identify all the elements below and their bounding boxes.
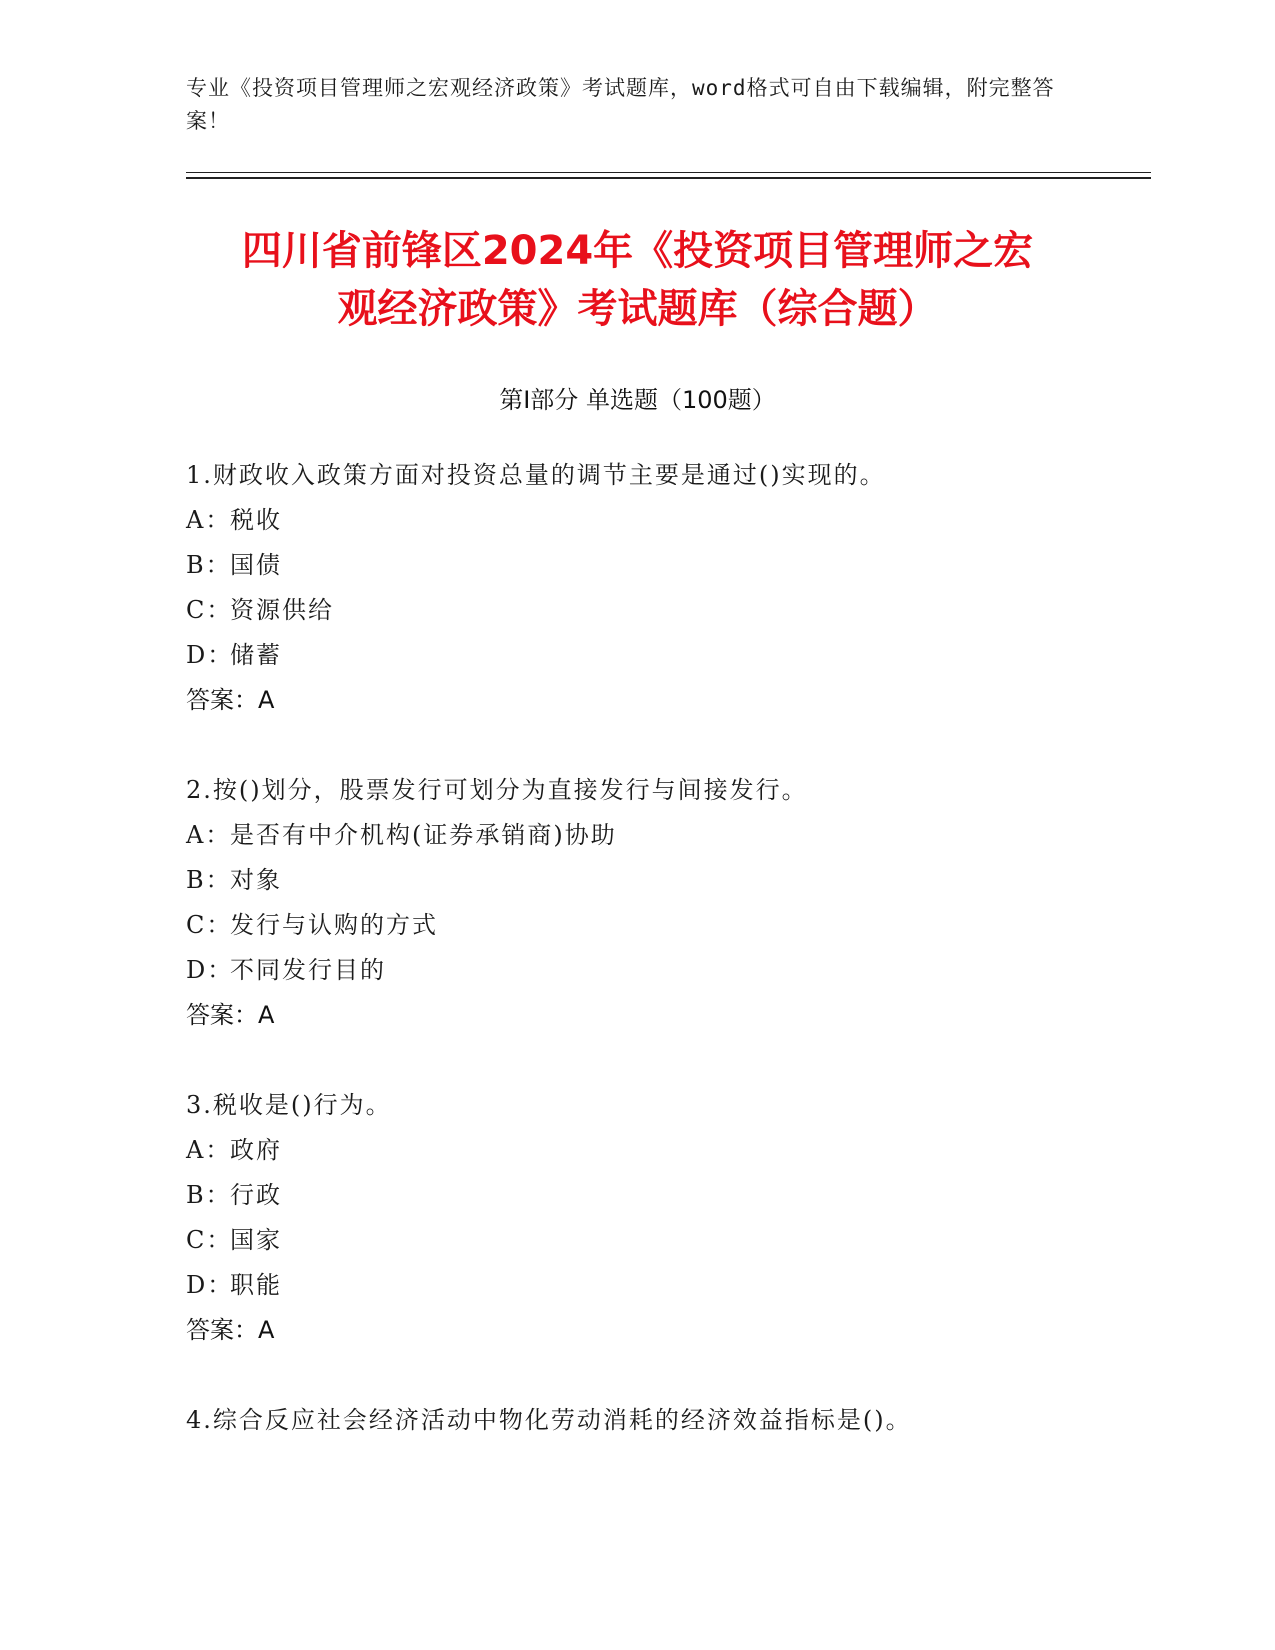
option-d [186, 1263, 1186, 1308]
answer: 答案：A [186, 1316, 275, 1344]
title-line-2: 观经济政策》考试题库（综合题） [337, 286, 938, 332]
header-divider-thick [186, 177, 1151, 179]
question-stem: 1.财政收入政策方面对投资总量的调节主要是通过()实现的。 [186, 461, 886, 489]
header-note: 专业《投资项目管理师之宏观经济政策》考试题库，word格式可自由下载编辑，附完整答案！ [186, 76, 1055, 133]
option-text: 资源供给 [230, 596, 334, 624]
option-key: C： [186, 596, 233, 624]
question-stem: 4.综合反应社会经济活动中物化劳动消耗的经济效益指标是()。 [186, 1406, 912, 1434]
option-text: 行政 [230, 1181, 282, 1209]
option-key: B： [186, 551, 232, 579]
title-line-1: 四川省前锋区2024年《投资项目管理师之宏 [241, 228, 1034, 274]
option-a [186, 813, 1186, 858]
option-key: D： [186, 956, 234, 984]
option-key: A： [186, 1136, 232, 1164]
question-1 [186, 453, 1186, 723]
option-text: 政府 [230, 1136, 282, 1164]
question-stem: 2.按()划分，股票发行可划分为直接发行与间接发行。 [186, 776, 808, 804]
option-key: D： [186, 1271, 234, 1299]
option-key: B： [186, 1181, 232, 1209]
option-key: C： [186, 911, 233, 939]
option-c [186, 588, 1186, 633]
option-text: 不同发行目的 [230, 956, 386, 984]
question-stem: 3.税收是()行为。 [186, 1091, 392, 1119]
option-b [186, 858, 1186, 903]
document-title [150, 222, 1125, 338]
option-text: 是否有中介机构(证券承销商)协助 [230, 821, 617, 849]
option-b [186, 1173, 1186, 1218]
option-d [186, 948, 1186, 993]
question-3 [186, 1083, 1186, 1353]
option-key: A： [186, 506, 232, 534]
option-key: C： [186, 1226, 233, 1254]
option-key: A： [186, 821, 232, 849]
option-text: 对象 [230, 866, 282, 894]
option-text: 国家 [230, 1226, 282, 1254]
question-4 [186, 1398, 1186, 1443]
header-divider-thin [186, 172, 1151, 173]
option-d [186, 633, 1186, 678]
answer: 答案：A [186, 686, 275, 714]
option-c [186, 1218, 1186, 1263]
answer: 答案：A [186, 1001, 275, 1029]
option-a [186, 498, 1186, 543]
option-key: D： [186, 641, 234, 669]
option-a [186, 1128, 1186, 1173]
option-text: 国债 [230, 551, 282, 579]
option-text: 税收 [230, 506, 282, 534]
option-c [186, 903, 1186, 948]
option-key: B： [186, 866, 232, 894]
section-title: 第Ⅰ部分 单选题（100题） [499, 386, 776, 414]
question-2 [186, 768, 1186, 1038]
option-text: 发行与认购的方式 [230, 911, 438, 939]
option-b [186, 543, 1186, 588]
option-text: 储蓄 [230, 641, 282, 669]
option-text: 职能 [230, 1271, 282, 1299]
